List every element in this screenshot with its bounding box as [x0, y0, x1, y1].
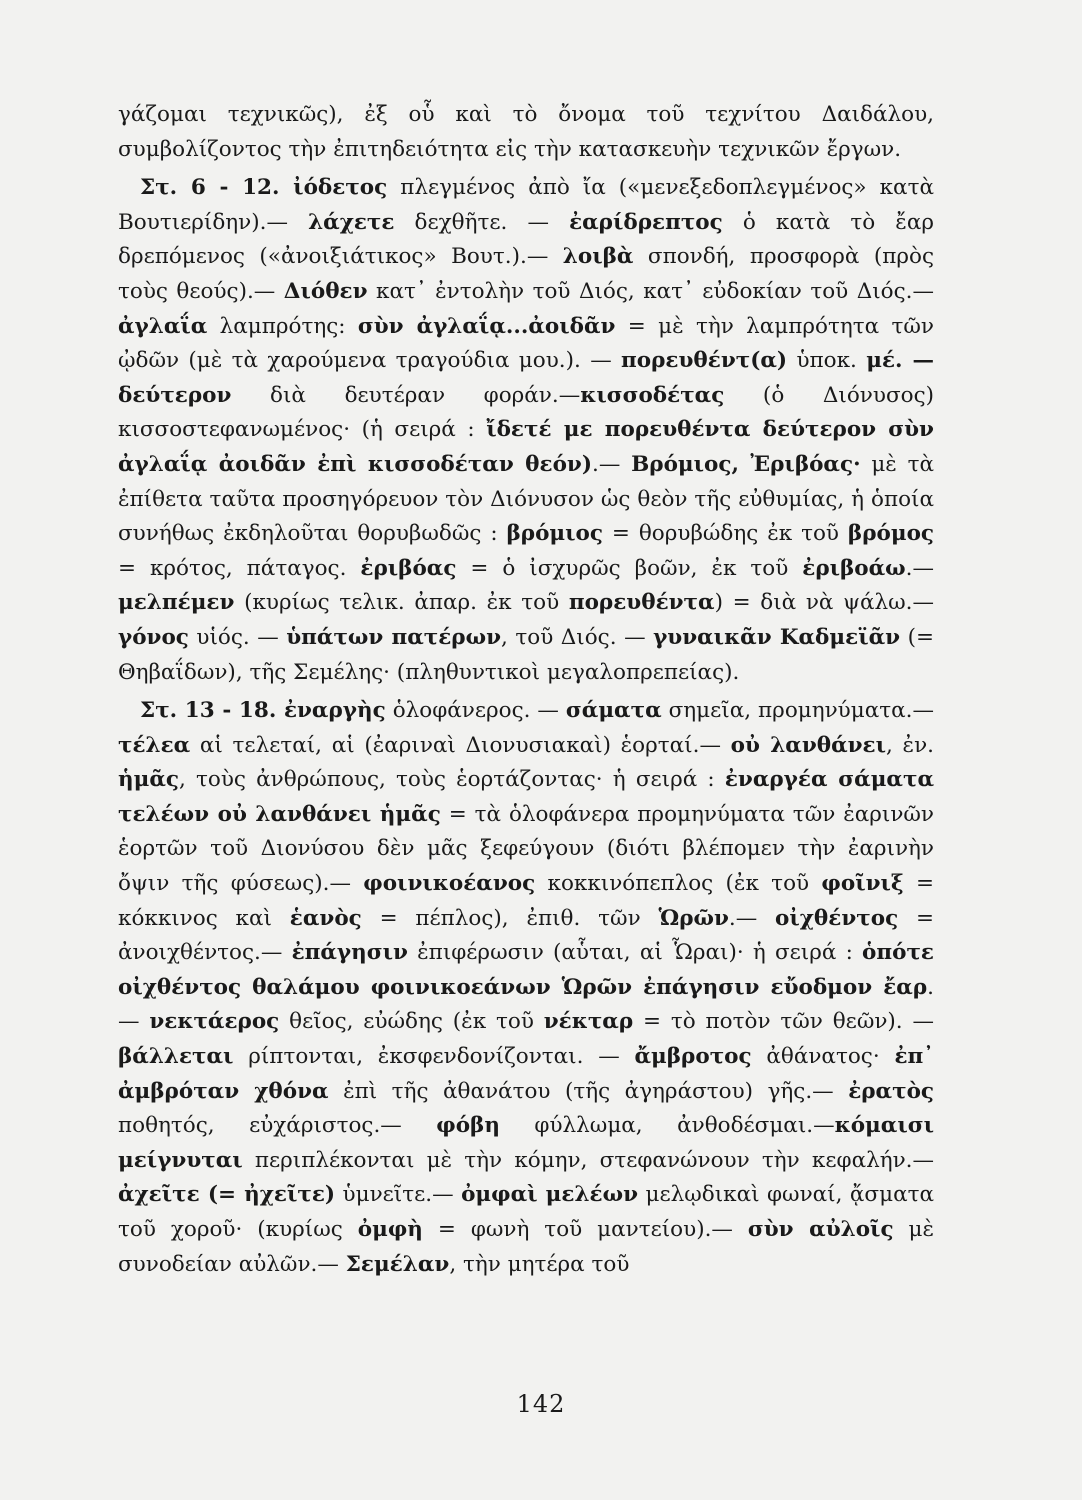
- text-paragraph: [118, 694, 934, 1282]
- lemma-term: ὀμφαὶ μελέων: [461, 1182, 639, 1208]
- gloss-text: = κρότος, πάταγος.: [118, 555, 361, 581]
- lemma-term: Ὡρῶν: [658, 905, 729, 931]
- lemma-term: νέκταρ: [543, 1009, 634, 1035]
- gloss-text: = ὁ ἰσχυρῶς βοῶν, ἐκ τοῦ: [456, 555, 803, 581]
- lemma-term: ὑπάτων πατέρων: [286, 624, 501, 650]
- lemma-term: νεκτάερος: [149, 1009, 280, 1035]
- lemma-term: βρόμιος: [506, 521, 603, 547]
- gloss-text: ὑμνεῖτε.—: [335, 1182, 462, 1208]
- gloss-text: .—: [905, 555, 934, 581]
- lemma-term: ἐαρίδρεπτος: [569, 209, 723, 235]
- lemma-term: τέλεα: [118, 732, 191, 758]
- commentary-text: [118, 98, 934, 1282]
- lemma-term: ἐπ᾽ ἀμβρόταν χθόνα: [118, 1044, 934, 1104]
- gloss-text: αἱ τελεταί, αἱ (ἐαριναὶ Διονυσιακαὶ) ἑορταί.—: [190, 732, 731, 758]
- gloss-text: σπονδή, προσφορὰ (πρὸς τοὺς θεούς).—: [118, 244, 934, 304]
- lemma-term: ἡμᾶς: [118, 767, 180, 793]
- gloss-text: ) = διὰ νὰ ψάλω.—: [714, 590, 934, 616]
- gloss-text: , τὴν μητέρα τοῦ: [449, 1251, 630, 1277]
- lemma-term: κόμαισι μείγνυται: [118, 1113, 934, 1173]
- lemma-term: φοινικοέανος: [363, 871, 536, 897]
- lemma-term: ἐπάγησιν: [291, 940, 408, 966]
- lemma-term: πορευθέντα: [568, 590, 715, 616]
- lemma-term: μελπέμεν: [118, 590, 235, 616]
- gloss-text: ρίπτονται, ἐκσφενδονίζονται. —: [233, 1044, 635, 1070]
- gloss-text: = ἀνοιχθέντος.—: [118, 905, 935, 966]
- gloss-text: (= Θηβαΐδων), τῆς Σεμέλης· (πληθυντικοὶ μεγαλοπρεπείας).: [118, 624, 934, 685]
- gloss-text: ὁλοφάνερος. —: [385, 698, 566, 724]
- gloss-text: ποθητός, εὐχάριστος.—: [118, 1113, 437, 1139]
- text-paragraph: [118, 171, 934, 690]
- lemma-term: μέ. —δεύτερον: [118, 348, 935, 408]
- lemma-term: φόβη: [436, 1113, 500, 1139]
- lemma-term: ἀχεῖτε (= ἠχεῖτε): [118, 1182, 336, 1208]
- lemma-term: ὁπότε οἰχθέντος θαλάμου φοινικοεάνων Ὡρῶν ἐπάγησιν εὔοδμον ἔαρ: [118, 940, 934, 1000]
- lemma-term: λάχετε: [308, 209, 395, 235]
- gloss-text: = μὲ τὴν λαμπρότητα τῶν ᾠδῶν (μὲ τὰ χαρούμενα τραγούδια μου.). —: [118, 313, 934, 374]
- gloss-text: = κόκκινος καὶ: [118, 871, 934, 931]
- gloss-text: .—: [592, 451, 632, 477]
- lemma-term: λοιβὰ: [562, 244, 634, 270]
- gloss-text: ὁ κατὰ τὸ ἔαρ δρεπόμενος («ἀνοιξιάτικος» Βουτ.).—: [118, 209, 934, 270]
- lemma-term: ἄμβροτος: [634, 1044, 752, 1070]
- gloss-text: υἱός. —: [188, 624, 287, 650]
- gloss-text: δεχθῆτε. —: [394, 209, 570, 235]
- lemma-term: βρόμος: [847, 521, 935, 547]
- gloss-text: ὑποκ.: [787, 348, 867, 374]
- gloss-text: θεῖος, εὐώδης (ἐκ τοῦ: [279, 1009, 544, 1035]
- lemma-term: Βρόμιος, Ἐριβόας·: [631, 451, 861, 477]
- gloss-text: μὲ συνοδείαν αὐλῶν.—: [118, 1217, 934, 1277]
- gloss-text: , ἐν.: [886, 732, 934, 758]
- gloss-text: , τοῦ Διός. —: [501, 624, 654, 650]
- gloss-text: ἀθάνατος·: [751, 1044, 895, 1070]
- gloss-text: (ὁ Διόνυσος) κισσοστεφανωμένος· (ἡ σειρά :: [118, 382, 935, 443]
- lemma-term: οὐ λανθάνει: [730, 732, 887, 758]
- gloss-text: κατ᾽ ἐντολὴν τοῦ Διός, κατ᾽ εὐδοκίαν τοῦ Διός.—: [367, 278, 934, 304]
- gloss-text: φύλλωμα, ἀνθοδέσμαι.—: [499, 1113, 835, 1139]
- gloss-text: μὲ τὰ ἐπίθετα ταῦτα προσηγόρευον τὸν Διόνυσον ὡς θεὸν τῆς εὐθυμίας, ἡ ὁποία συνήθως ἐκδηλοῦται θορυβωδῶς :: [118, 451, 935, 547]
- lemma-term: βάλλεται: [118, 1044, 234, 1070]
- lemma-term: ἐρατὸς: [848, 1078, 934, 1104]
- gloss-text: γάζομαι τεχνικῶς), ἐξ οὗ καὶ τὸ ὄνομα τοῦ τεχνίτου Δαιδάλου, συμβολίζοντος τὴν ἐπιτηδειότητα εἰς τὴν κατασκευὴν τεχνικῶν ἔργων.: [118, 102, 934, 162]
- lemma-term: γόνος: [118, 624, 189, 650]
- gloss-text: = θορυβώδης ἐκ τοῦ: [603, 521, 848, 547]
- gloss-text: ἐπιφέρωσιν (αὗται, αἱ Ὧραι)· ἡ σειρά :: [407, 940, 863, 966]
- gloss-text: μελῳδικαὶ φωναί, ᾄσματα τοῦ χοροῦ· (κυρίως: [118, 1182, 935, 1242]
- lemma-term: ἴδετέ με πορευθέντα δεύτερον σὺν ἀγλαΐᾳ ἀοιδᾶν ἐπὶ κισσοδέταν θεόν): [118, 417, 934, 477]
- lemma-term: ἑανὸς: [289, 905, 362, 931]
- gloss-text: κοκκινόπεπλος (ἐκ τοῦ: [535, 871, 822, 897]
- lemma-term: σὺν αὐλοῖς: [747, 1217, 894, 1242]
- gloss-text: .—: [118, 974, 934, 1035]
- lemma-term: σὺν ἀγλαΐᾳ...ἀοιδᾶν: [357, 313, 616, 339]
- gloss-text: λαμπρότης:: [207, 313, 358, 339]
- lemma-term: Διόθεν: [283, 278, 368, 304]
- gloss-text: ἐπὶ τῆς ἀθανάτου (τῆς ἀγηράστου) γῆς.—: [328, 1078, 849, 1104]
- gloss-text: = τὰ ὁλοφάνερα προμηνύματα τῶν ἐαρινῶν ἑορτῶν τοῦ Διονύσου δὲν μᾶς ξεφεύγουν (διότι βλέπομεν τὴν ἐαρινὴν ὄψιν τῆς φύσεως).—: [118, 801, 935, 897]
- lemma-term: ἀγλαΐα: [118, 313, 208, 339]
- page-number: 142: [516, 1390, 566, 1418]
- gloss-text: = φωνὴ τοῦ μαντείου).—: [422, 1217, 748, 1242]
- lemma-term: γυναικᾶν Καδμεϊᾶν: [653, 624, 901, 650]
- lemma-term: σάματα: [565, 698, 662, 724]
- gloss-text: διὰ δευτέραν φοράν.—: [231, 382, 581, 408]
- lemma-term: Στ. 6 - 12. ἰόδετος: [140, 175, 388, 201]
- gloss-text: .—: [728, 905, 776, 931]
- gloss-text: = πέπλος), ἐπιθ. τῶν: [361, 905, 659, 931]
- gloss-text: περιπλέκονται μὲ τὴν κόμην, στεφανώνουν τὴν κεφαλήν.—: [242, 1147, 934, 1173]
- text-paragraph: [118, 98, 934, 167]
- lemma-term: Στ. 13 - 18. ἐναργὴς: [140, 698, 386, 724]
- lemma-term: φοῖνιξ: [821, 871, 904, 897]
- lemma-term: πορευθέντ(α): [621, 348, 788, 374]
- gloss-text: (κυρίως τελικ. ἀπαρ. ἐκ τοῦ: [234, 590, 569, 616]
- gloss-text: πλεγμένος ἀπὸ ἴα («μενεξεδοπλεγμένος» κατὰ Βουτιερίδην).—: [118, 175, 934, 235]
- gloss-text: = τὸ ποτὸν τῶν θεῶν). —: [633, 1009, 934, 1035]
- lemma-term: ἐναργέα σάματα τελέων οὐ λανθάνει ἡμᾶς: [118, 767, 934, 827]
- lemma-term: ἐριβοάω: [802, 555, 906, 581]
- lemma-term: Σεμέλαν: [345, 1251, 450, 1277]
- lemma-term: ὀμφὴ: [357, 1217, 423, 1242]
- gloss-text: , τοὺς ἀνθρώπους, τοὺς ἑορτάζοντας· ἡ σειρά :: [179, 767, 725, 793]
- lemma-term: κισσοδέτας: [580, 382, 725, 408]
- lemma-term: οἰχθέντος: [775, 905, 899, 931]
- lemma-term: ἐριβόας: [360, 555, 457, 581]
- gloss-text: σημεῖα, προμηνύματα.—: [661, 698, 934, 724]
